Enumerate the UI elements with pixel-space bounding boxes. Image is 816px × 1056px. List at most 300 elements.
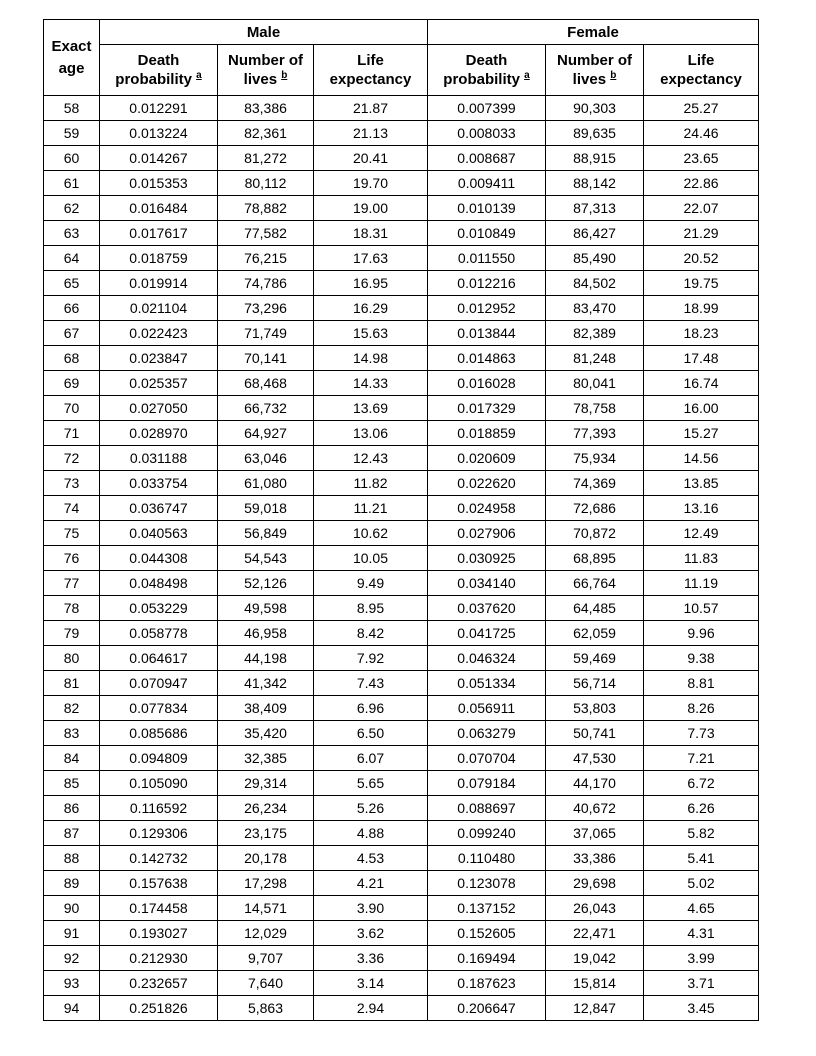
table-row <box>44 996 759 1021</box>
female-number-of-lives-cell: 19,042 <box>546 946 644 971</box>
female-life-expectancy-cell: 8.26 <box>644 696 759 721</box>
male-number-of-lives-cell: 82,361 <box>218 121 314 146</box>
female-death-probability-cell: 0.137152 <box>428 896 546 921</box>
female-life-expectancy-cell: 10.57 <box>644 596 759 621</box>
male-death-probability-cell: 0.021104 <box>100 296 218 321</box>
female-life-expectancy-cell: 24.46 <box>644 121 759 146</box>
table-row <box>44 246 759 271</box>
male-life-expectancy-cell: 18.31 <box>314 221 428 246</box>
col-label-text: probability <box>115 71 192 88</box>
female-number-of-lives-cell: 82,389 <box>546 321 644 346</box>
male-life-expectancy-cell: 19.00 <box>314 196 428 221</box>
footnote-a-ref[interactable]: a <box>524 70 530 81</box>
exact-age-cell: 75 <box>44 521 100 546</box>
exact-age-cell: 67 <box>44 321 100 346</box>
exact-age-cell: 60 <box>44 146 100 171</box>
male-life-expectancy-cell: 14.98 <box>314 346 428 371</box>
table-row <box>44 521 759 546</box>
exact-age-cell: 73 <box>44 471 100 496</box>
female-number-of-lives-cell: 88,142 <box>546 171 644 196</box>
col-label-text: lives <box>572 71 607 88</box>
exact-age-cell: 61 <box>44 171 100 196</box>
exact-age-cell: 65 <box>44 271 100 296</box>
male-number-of-lives-cell: 29,314 <box>218 771 314 796</box>
male-death-probability-cell: 0.027050 <box>100 396 218 421</box>
male-life-expectancy-cell: 11.82 <box>314 471 428 496</box>
female-life-expectancy-cell: 7.21 <box>644 746 759 771</box>
male-death-probability-cell: 0.017617 <box>100 221 218 246</box>
male-life-expectancy-cell: 20.41 <box>314 146 428 171</box>
male-death-probability-cell: 0.070947 <box>100 671 218 696</box>
exact-age-cell: 81 <box>44 671 100 696</box>
male-life-expectancy-cell: 9.49 <box>314 571 428 596</box>
exact-age-cell: 69 <box>44 371 100 396</box>
male-number-of-lives-cell: 5,863 <box>218 996 314 1021</box>
female-number-of-lives-cell: 74,369 <box>546 471 644 496</box>
male-life-expectancy-cell: 15.63 <box>314 321 428 346</box>
exact-age-cell: 79 <box>44 621 100 646</box>
male-death-probability-cell: 0.040563 <box>100 521 218 546</box>
col-label-line2 <box>428 70 545 89</box>
female-life-expectancy-cell: 6.26 <box>644 796 759 821</box>
male-life-expectancy-cell: 21.87 <box>314 96 428 121</box>
female-death-probability-cell: 0.169494 <box>428 946 546 971</box>
exact-age-cell: 89 <box>44 871 100 896</box>
exact-age-cell: 84 <box>44 746 100 771</box>
table-row <box>44 596 759 621</box>
male-life-expectancy-cell: 4.88 <box>314 821 428 846</box>
female-life-expectancy-cell: 7.73 <box>644 721 759 746</box>
exact-age-cell: 72 <box>44 446 100 471</box>
table-row <box>44 321 759 346</box>
exact-age-cell: 88 <box>44 846 100 871</box>
female-death-probability-cell: 0.041725 <box>428 621 546 646</box>
male-life-expectancy-cell: 11.21 <box>314 496 428 521</box>
table-row <box>44 746 759 771</box>
table-row <box>44 821 759 846</box>
female-number-of-lives-cell: 81,248 <box>546 346 644 371</box>
female-life-expectancy-cell: 19.75 <box>644 271 759 296</box>
female-life-expectancy-cell: 18.99 <box>644 296 759 321</box>
male-death-probability-cell: 0.012291 <box>100 96 218 121</box>
table-row <box>44 846 759 871</box>
female-death-probability-cell: 0.010849 <box>428 221 546 246</box>
female-death-probability-cell: 0.017329 <box>428 396 546 421</box>
exact-age-cell: 83 <box>44 721 100 746</box>
female-number-of-lives-cell: 22,471 <box>546 921 644 946</box>
female-death-probability-cell: 0.123078 <box>428 871 546 896</box>
table-row <box>44 446 759 471</box>
female-number-of-lives-cell: 44,170 <box>546 771 644 796</box>
female-death-probability-cell: 0.206647 <box>428 996 546 1021</box>
male-number-of-lives-header <box>218 45 314 96</box>
female-life-expectancy-cell: 5.41 <box>644 846 759 871</box>
female-number-of-lives-cell: 68,895 <box>546 546 644 571</box>
male-number-of-lives-cell: 23,175 <box>218 821 314 846</box>
male-number-of-lives-cell: 81,272 <box>218 146 314 171</box>
male-death-probability-cell: 0.053229 <box>100 596 218 621</box>
male-death-probability-cell: 0.031188 <box>100 446 218 471</box>
female-life-expectancy-header <box>644 45 759 96</box>
exact-age-cell: 74 <box>44 496 100 521</box>
female-number-of-lives-cell: 87,313 <box>546 196 644 221</box>
female-number-of-lives-cell: 26,043 <box>546 896 644 921</box>
table-row <box>44 171 759 196</box>
female-number-of-lives-cell: 75,934 <box>546 446 644 471</box>
exact-age-cell: 92 <box>44 946 100 971</box>
female-life-expectancy-cell: 15.27 <box>644 421 759 446</box>
male-death-probability-cell: 0.142732 <box>100 846 218 871</box>
male-life-expectancy-cell: 6.50 <box>314 721 428 746</box>
male-death-probability-cell: 0.033754 <box>100 471 218 496</box>
male-death-probability-header <box>100 45 218 96</box>
female-death-probability-cell: 0.088697 <box>428 796 546 821</box>
female-number-of-lives-cell: 64,485 <box>546 596 644 621</box>
female-death-probability-cell: 0.152605 <box>428 921 546 946</box>
exact-age-cell: 62 <box>44 196 100 221</box>
exact-age-cell: 77 <box>44 571 100 596</box>
female-death-probability-cell: 0.010139 <box>428 196 546 221</box>
male-life-expectancy-cell: 13.69 <box>314 396 428 421</box>
female-number-of-lives-cell: 77,393 <box>546 421 644 446</box>
table-row <box>44 346 759 371</box>
male-death-probability-cell: 0.064617 <box>100 646 218 671</box>
exact-age-header-line2: age <box>58 59 85 77</box>
male-number-of-lives-cell: 12,029 <box>218 921 314 946</box>
table-row <box>44 571 759 596</box>
female-death-probability-cell: 0.051334 <box>428 671 546 696</box>
female-life-expectancy-cell: 6.72 <box>644 771 759 796</box>
male-death-probability-cell: 0.174458 <box>100 896 218 921</box>
table-row <box>44 921 759 946</box>
male-number-of-lives-cell: 78,882 <box>218 196 314 221</box>
male-death-probability-cell: 0.025357 <box>100 371 218 396</box>
male-death-probability-cell: 0.019914 <box>100 271 218 296</box>
female-number-of-lives-cell: 50,741 <box>546 721 644 746</box>
female-death-probability-cell: 0.034140 <box>428 571 546 596</box>
male-number-of-lives-cell: 80,112 <box>218 171 314 196</box>
footnote-a-ref[interactable]: a <box>196 70 202 81</box>
male-death-probability-cell: 0.105090 <box>100 771 218 796</box>
male-life-expectancy-cell: 16.95 <box>314 271 428 296</box>
exact-age-cell: 91 <box>44 921 100 946</box>
male-number-of-lives-cell: 52,126 <box>218 571 314 596</box>
male-life-expectancy-cell: 3.62 <box>314 921 428 946</box>
male-number-of-lives-cell: 14,571 <box>218 896 314 921</box>
female-death-probability-cell: 0.022620 <box>428 471 546 496</box>
footnote-b-ref[interactable]: b <box>610 70 617 81</box>
male-life-expectancy-cell: 7.92 <box>314 646 428 671</box>
table-row <box>44 621 759 646</box>
female-number-of-lives-cell: 15,814 <box>546 971 644 996</box>
female-life-expectancy-cell: 21.29 <box>644 221 759 246</box>
col-label-line2 <box>218 70 313 89</box>
male-life-expectancy-cell: 10.62 <box>314 521 428 546</box>
male-death-probability-cell: 0.212930 <box>100 946 218 971</box>
male-death-probability-cell: 0.044308 <box>100 546 218 571</box>
female-death-probability-cell: 0.099240 <box>428 821 546 846</box>
table-row <box>44 696 759 721</box>
female-number-of-lives-cell: 56,714 <box>546 671 644 696</box>
male-death-probability-cell: 0.018759 <box>100 246 218 271</box>
exact-age-cell: 80 <box>44 646 100 671</box>
male-life-expectancy-cell: 12.43 <box>314 446 428 471</box>
table-row <box>44 371 759 396</box>
female-life-expectancy-cell: 11.19 <box>644 571 759 596</box>
male-number-of-lives-cell: 59,018 <box>218 496 314 521</box>
female-death-probability-cell: 0.008687 <box>428 146 546 171</box>
female-number-of-lives-cell: 37,065 <box>546 821 644 846</box>
male-life-expectancy-cell: 7.43 <box>314 671 428 696</box>
male-death-probability-cell: 0.085686 <box>100 721 218 746</box>
male-number-of-lives-cell: 9,707 <box>218 946 314 971</box>
female-life-expectancy-cell: 3.99 <box>644 946 759 971</box>
male-life-expectancy-cell: 3.36 <box>314 946 428 971</box>
female-number-of-lives-cell: 62,059 <box>546 621 644 646</box>
female-life-expectancy-cell: 9.96 <box>644 621 759 646</box>
female-death-probability-cell: 0.012216 <box>428 271 546 296</box>
male-number-of-lives-cell: 76,215 <box>218 246 314 271</box>
exact-age-cell: 86 <box>44 796 100 821</box>
male-life-expectancy-cell: 14.33 <box>314 371 428 396</box>
male-life-expectancy-cell: 16.29 <box>314 296 428 321</box>
female-life-expectancy-cell: 8.81 <box>644 671 759 696</box>
col-label-line2 <box>546 70 643 89</box>
female-death-probability-cell: 0.016028 <box>428 371 546 396</box>
footnote-b-ref[interactable]: b <box>281 70 288 81</box>
table-row <box>44 496 759 521</box>
male-life-expectancy-cell: 17.63 <box>314 246 428 271</box>
male-number-of-lives-cell: 56,849 <box>218 521 314 546</box>
female-death-probability-cell: 0.007399 <box>428 96 546 121</box>
male-death-probability-cell: 0.048498 <box>100 571 218 596</box>
female-number-of-lives-cell: 85,490 <box>546 246 644 271</box>
female-death-probability-cell: 0.027906 <box>428 521 546 546</box>
table-row <box>44 671 759 696</box>
male-death-probability-cell: 0.077834 <box>100 696 218 721</box>
male-death-probability-cell: 0.023847 <box>100 346 218 371</box>
male-number-of-lives-cell: 73,296 <box>218 296 314 321</box>
exact-age-cell: 76 <box>44 546 100 571</box>
male-number-of-lives-cell: 49,598 <box>218 596 314 621</box>
col-label-line2: expectancy <box>660 71 742 88</box>
female-death-probability-cell: 0.037620 <box>428 596 546 621</box>
exact-age-cell: 93 <box>44 971 100 996</box>
male-death-probability-cell: 0.013224 <box>100 121 218 146</box>
female-life-expectancy-cell: 22.07 <box>644 196 759 221</box>
male-life-expectancy-cell: 3.14 <box>314 971 428 996</box>
female-number-of-lives-cell: 59,469 <box>546 646 644 671</box>
table-row <box>44 121 759 146</box>
exact-age-header-line1: Exact <box>51 37 92 55</box>
exact-age-cell: 59 <box>44 121 100 146</box>
col-label-text: probability <box>443 71 520 88</box>
table-row <box>44 196 759 221</box>
male-life-expectancy-cell: 19.70 <box>314 171 428 196</box>
col-label-line1: Death <box>465 52 508 69</box>
table-row <box>44 146 759 171</box>
table-row <box>44 271 759 296</box>
female-death-probability-cell: 0.024958 <box>428 496 546 521</box>
female-death-probability-cell: 0.009411 <box>428 171 546 196</box>
male-life-expectancy-cell: 5.65 <box>314 771 428 796</box>
female-death-probability-cell: 0.014863 <box>428 346 546 371</box>
female-number-of-lives-cell: 83,470 <box>546 296 644 321</box>
table-row <box>44 296 759 321</box>
female-death-probability-cell: 0.079184 <box>428 771 546 796</box>
col-label-line1: Life <box>357 52 384 69</box>
male-number-of-lives-cell: 7,640 <box>218 971 314 996</box>
col-label-line2 <box>100 70 217 89</box>
table-row <box>44 646 759 671</box>
female-death-probability-cell: 0.030925 <box>428 546 546 571</box>
female-number-of-lives-cell: 47,530 <box>546 746 644 771</box>
female-life-expectancy-cell: 25.27 <box>644 96 759 121</box>
female-death-probability-cell: 0.046324 <box>428 646 546 671</box>
life-table <box>43 19 759 1021</box>
table-row <box>44 421 759 446</box>
female-number-of-lives-cell: 12,847 <box>546 996 644 1021</box>
male-death-probability-cell: 0.193027 <box>100 921 218 946</box>
female-number-of-lives-cell: 80,041 <box>546 371 644 396</box>
male-life-expectancy-header <box>314 45 428 96</box>
col-label-line2: expectancy <box>329 71 412 88</box>
female-number-of-lives-cell: 33,386 <box>546 846 644 871</box>
male-number-of-lives-cell: 44,198 <box>218 646 314 671</box>
male-life-expectancy-cell: 3.90 <box>314 896 428 921</box>
male-death-probability-cell: 0.129306 <box>100 821 218 846</box>
female-number-of-lives-cell: 66,764 <box>546 571 644 596</box>
female-life-expectancy-cell: 5.02 <box>644 871 759 896</box>
male-number-of-lives-cell: 61,080 <box>218 471 314 496</box>
female-number-of-lives-cell: 72,686 <box>546 496 644 521</box>
exact-age-cell: 58 <box>44 96 100 121</box>
female-number-of-lives-header <box>546 45 644 96</box>
male-number-of-lives-cell: 64,927 <box>218 421 314 446</box>
female-life-expectancy-cell: 16.74 <box>644 371 759 396</box>
male-life-expectancy-cell: 5.26 <box>314 796 428 821</box>
exact-age-cell: 64 <box>44 246 100 271</box>
table-row <box>44 896 759 921</box>
male-number-of-lives-cell: 41,342 <box>218 671 314 696</box>
exact-age-cell: 78 <box>44 596 100 621</box>
female-life-expectancy-cell: 13.85 <box>644 471 759 496</box>
exact-age-cell: 90 <box>44 896 100 921</box>
female-number-of-lives-cell: 89,635 <box>546 121 644 146</box>
female-death-probability-cell: 0.018859 <box>428 421 546 446</box>
exact-age-cell: 68 <box>44 346 100 371</box>
table-row <box>44 471 759 496</box>
male-death-probability-cell: 0.036747 <box>100 496 218 521</box>
exact-age-header <box>44 20 100 96</box>
female-death-probability-cell: 0.063279 <box>428 721 546 746</box>
male-number-of-lives-cell: 17,298 <box>218 871 314 896</box>
table-row <box>44 946 759 971</box>
female-life-expectancy-cell: 22.86 <box>644 171 759 196</box>
male-number-of-lives-cell: 70,141 <box>218 346 314 371</box>
col-label-line1: Death <box>137 52 180 69</box>
exact-age-cell: 63 <box>44 221 100 246</box>
male-death-probability-cell: 0.251826 <box>100 996 218 1021</box>
male-death-probability-cell: 0.232657 <box>100 971 218 996</box>
female-death-probability-cell: 0.012952 <box>428 296 546 321</box>
female-number-of-lives-cell: 40,672 <box>546 796 644 821</box>
male-number-of-lives-cell: 38,409 <box>218 696 314 721</box>
table-row <box>44 971 759 996</box>
male-death-probability-cell: 0.116592 <box>100 796 218 821</box>
female-life-expectancy-cell: 4.31 <box>644 921 759 946</box>
table-row <box>44 546 759 571</box>
male-number-of-lives-cell: 20,178 <box>218 846 314 871</box>
female-life-expectancy-cell: 23.65 <box>644 146 759 171</box>
female-life-expectancy-cell: 13.16 <box>644 496 759 521</box>
table-row <box>44 871 759 896</box>
female-number-of-lives-cell: 53,803 <box>546 696 644 721</box>
male-number-of-lives-cell: 83,386 <box>218 96 314 121</box>
male-death-probability-cell: 0.015353 <box>100 171 218 196</box>
exact-age-cell: 66 <box>44 296 100 321</box>
col-label-line1: Number of <box>557 52 632 69</box>
col-label-line1: Number of <box>228 52 303 69</box>
male-life-expectancy-cell: 10.05 <box>314 546 428 571</box>
female-group-header: Female <box>428 20 759 45</box>
table-row <box>44 771 759 796</box>
female-life-expectancy-cell: 14.56 <box>644 446 759 471</box>
male-life-expectancy-cell: 4.21 <box>314 871 428 896</box>
male-number-of-lives-cell: 74,786 <box>218 271 314 296</box>
female-number-of-lives-cell: 88,915 <box>546 146 644 171</box>
female-life-expectancy-cell: 12.49 <box>644 521 759 546</box>
male-death-probability-cell: 0.014267 <box>100 146 218 171</box>
table-row <box>44 221 759 246</box>
table-row <box>44 396 759 421</box>
male-death-probability-cell: 0.157638 <box>100 871 218 896</box>
male-death-probability-cell: 0.028970 <box>100 421 218 446</box>
female-death-probability-cell: 0.110480 <box>428 846 546 871</box>
female-number-of-lives-cell: 78,758 <box>546 396 644 421</box>
female-life-expectancy-cell: 16.00 <box>644 396 759 421</box>
male-death-probability-cell: 0.016484 <box>100 196 218 221</box>
male-death-probability-cell: 0.058778 <box>100 621 218 646</box>
female-life-expectancy-cell: 4.65 <box>644 896 759 921</box>
female-number-of-lives-cell: 90,303 <box>546 96 644 121</box>
female-life-expectancy-cell: 3.71 <box>644 971 759 996</box>
male-number-of-lives-cell: 54,543 <box>218 546 314 571</box>
male-number-of-lives-cell: 35,420 <box>218 721 314 746</box>
male-number-of-lives-cell: 63,046 <box>218 446 314 471</box>
female-life-expectancy-cell: 17.48 <box>644 346 759 371</box>
exact-age-cell: 94 <box>44 996 100 1021</box>
female-number-of-lives-cell: 86,427 <box>546 221 644 246</box>
male-life-expectancy-cell: 6.96 <box>314 696 428 721</box>
exact-age-cell: 71 <box>44 421 100 446</box>
female-death-probability-cell: 0.187623 <box>428 971 546 996</box>
female-life-expectancy-cell: 9.38 <box>644 646 759 671</box>
male-life-expectancy-cell: 6.07 <box>314 746 428 771</box>
female-death-probability-cell: 0.008033 <box>428 121 546 146</box>
male-life-expectancy-cell: 21.13 <box>314 121 428 146</box>
male-number-of-lives-cell: 32,385 <box>218 746 314 771</box>
exact-age-cell: 82 <box>44 696 100 721</box>
male-number-of-lives-cell: 26,234 <box>218 796 314 821</box>
female-death-probability-cell: 0.056911 <box>428 696 546 721</box>
male-group-header: Male <box>100 20 428 45</box>
female-number-of-lives-cell: 29,698 <box>546 871 644 896</box>
female-life-expectancy-cell: 11.83 <box>644 546 759 571</box>
male-number-of-lives-cell: 68,468 <box>218 371 314 396</box>
male-number-of-lives-cell: 46,958 <box>218 621 314 646</box>
male-number-of-lives-cell: 66,732 <box>218 396 314 421</box>
